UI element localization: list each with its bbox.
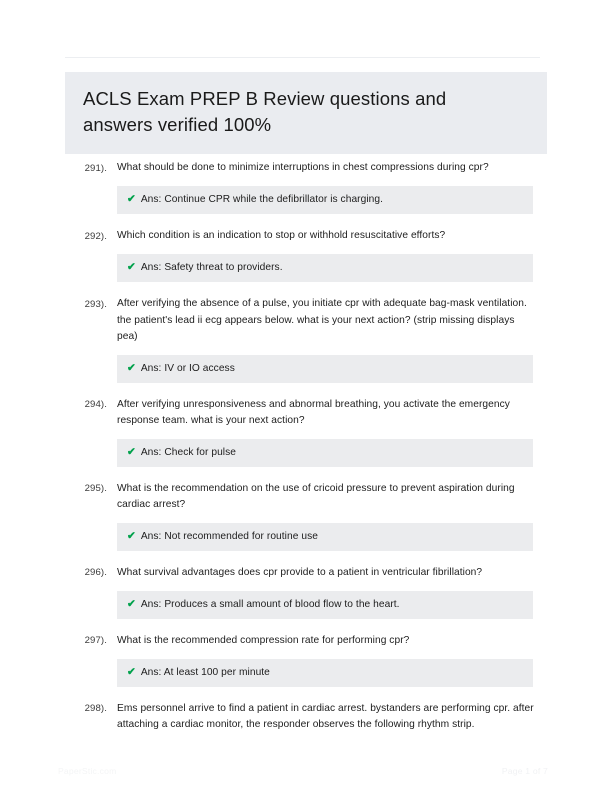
answer-box bbox=[117, 591, 533, 619]
answer-box bbox=[117, 439, 533, 467]
answer-text: Ans: Safety threat to providers. bbox=[140, 262, 283, 273]
question-text: Which condition is an indication to stop or withhold resuscitative efforts? bbox=[117, 230, 446, 241]
question-text: What is the recommended compression rate for performing cpr? bbox=[117, 634, 410, 646]
question-item bbox=[0, 565, 606, 619]
question-item bbox=[0, 633, 606, 687]
question-text: What survival advantages does cpr provide to a patient in ventricular fibrillation? bbox=[117, 566, 483, 578]
question-number: 297). bbox=[84, 635, 107, 646]
question-list bbox=[0, 160, 606, 748]
question-item bbox=[0, 397, 606, 467]
question-number: 295). bbox=[84, 483, 107, 494]
question-row bbox=[0, 633, 606, 650]
check-icon: ✔ bbox=[127, 665, 136, 678]
question-row bbox=[0, 296, 606, 346]
answer-text: Ans: IV or IO access bbox=[140, 362, 235, 374]
question-number: 292). bbox=[84, 230, 107, 242]
question-item bbox=[0, 701, 606, 734]
question-row bbox=[0, 228, 606, 245]
answer-text: Ans: At least 100 per minute bbox=[140, 666, 270, 678]
answer-text: Ans: Not recommended for routine use bbox=[140, 530, 318, 542]
page-footer bbox=[0, 766, 606, 782]
question-row bbox=[0, 481, 606, 514]
question-row bbox=[0, 397, 606, 430]
footer-page-number: Page 1 of 7 bbox=[501, 766, 548, 776]
question-text: After verifying the absence of a pulse, you initiate cpr with adequate bag-mask ventilation. the patient's lead ii ecg appears below. what is your next action? (strip missing displays pea) bbox=[117, 298, 527, 342]
question-text: Ems personnel arrive to find a patient in cardiac arrest. bystanders are performing cpr. after attaching a cardiac monitor, the responder observes the following rhythm strip. bbox=[117, 702, 534, 730]
question-row bbox=[0, 701, 606, 734]
question-item bbox=[0, 296, 606, 383]
check-icon: ✔ bbox=[127, 361, 136, 374]
answer-text: Ans: Produces a small amount of blood flow to the heart. bbox=[140, 598, 400, 610]
question-number: 296). bbox=[84, 567, 107, 578]
page-title-line-2: answers verified 100% bbox=[83, 114, 272, 135]
check-icon: ✔ bbox=[127, 597, 136, 610]
check-icon: ✔ bbox=[127, 261, 136, 273]
answer-box bbox=[117, 523, 533, 551]
question-number: 291). bbox=[84, 162, 107, 174]
page-title bbox=[83, 86, 529, 138]
check-icon: ✔ bbox=[127, 193, 136, 205]
question-text: What should be done to minimize interruptions in chest compressions during cpr? bbox=[117, 162, 489, 173]
answer-text: Ans: Check for pulse bbox=[140, 446, 237, 458]
header-divider bbox=[65, 57, 540, 58]
answer-box bbox=[117, 659, 533, 687]
question-item bbox=[0, 481, 606, 551]
question-row bbox=[0, 160, 606, 177]
question-row bbox=[0, 565, 606, 582]
answer-box bbox=[117, 186, 533, 214]
question-item bbox=[0, 160, 606, 214]
document-title-banner bbox=[65, 72, 547, 154]
question-number: 298). bbox=[84, 703, 107, 714]
question-text: After verifying unresponsiveness and abnormal breathing, you activate the emergency response team. what is your next action? bbox=[117, 398, 510, 426]
check-icon: ✔ bbox=[127, 445, 136, 458]
answer-box bbox=[117, 254, 533, 282]
footer-watermark: PaperStic.com bbox=[58, 766, 117, 776]
question-number: 294). bbox=[84, 399, 107, 410]
question-text: What is the recommendation on the use of cricoid pressure to prevent aspiration during cardiac arrest? bbox=[117, 482, 515, 510]
page-title-line-1: ACLS Exam PREP B Review questions and bbox=[83, 88, 447, 109]
question-number: 293). bbox=[84, 298, 107, 310]
question-item bbox=[0, 228, 606, 282]
answer-text: Ans: Continue CPR while the defibrillator is charging. bbox=[140, 194, 384, 205]
answer-box bbox=[117, 355, 533, 383]
check-icon: ✔ bbox=[127, 529, 136, 542]
